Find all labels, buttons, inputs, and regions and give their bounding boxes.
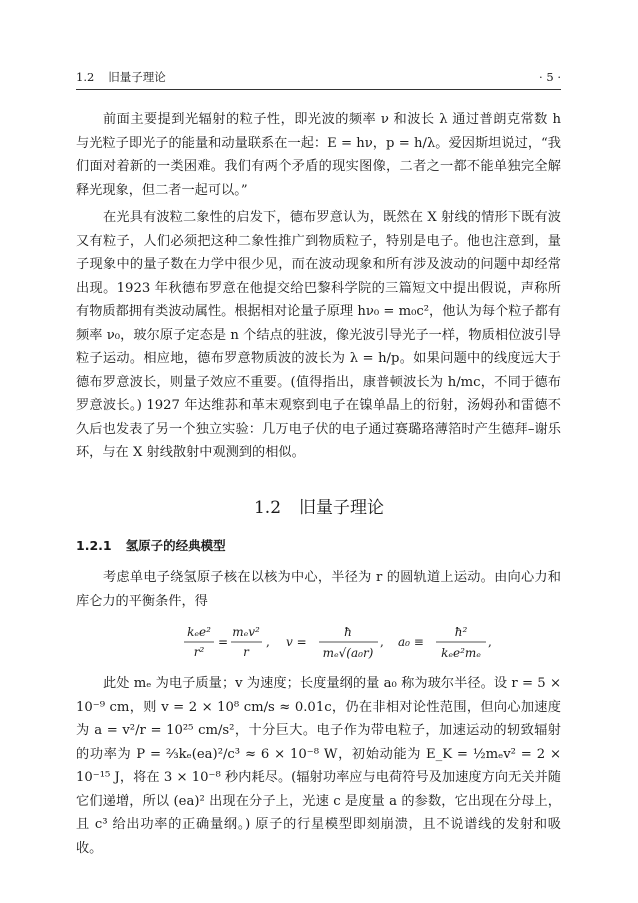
eq-a0-lhs: a₀ ≡ xyxy=(398,635,424,649)
header-section-title: 旧量子理论 xyxy=(108,70,166,84)
header-rule xyxy=(76,89,561,90)
subsection-heading xyxy=(76,536,226,556)
header-section-number: 1.2 xyxy=(76,70,95,84)
eq-equals: = xyxy=(217,635,229,649)
paragraph-4: 此处 mₑ 为电子质量；v 为速度；长度量纲的量 a₀ 称为玻尔半径。设 r = 5 × 10⁻⁹ cm，则 v = 2 × 10⁸ cm/s ≈ 0.01c，仍在非相对论性范围，但向心加速度为 a = v²/r = 10²⁵ cm/s²，十分巨大。电子作为带电粒子，加速运动的轫致辐射的功率为 P = ⅔kₑ(ea)²/c³ ≈ 6 × 10⁻⁸ W，初始动能为 E_K = ½mₑv² = 2 × 10⁻¹⁵ J，将在 3 × 10⁻⁸ 秒内耗尽。(辐射功率应与电荷符号及加速度方向无关并随它们递增，所以 (ea)² 出现在分子上，光速 c 是度量 a 的参数，它出现在分母上，且 c³ 给出功率的正确量纲。) 原子的行星模型即刻崩溃，且不说谱线的发射和吸收。 xyxy=(76,676,561,856)
eq-comma-3: , xyxy=(488,635,492,649)
eq-denominator-2: r xyxy=(243,645,249,659)
display-equation xyxy=(76,622,561,664)
eq-denominator-1: r² xyxy=(193,645,205,659)
header-section xyxy=(76,68,180,86)
paragraph-3: 考虑单电子绕氢原子核在以核为中心，半径为 r 的圆轨道上运动。由向心力和库仑力的平衡条件，得 xyxy=(76,570,561,609)
subsection-title: 氢原子的经典模型 xyxy=(125,538,226,553)
eq-numerator-3: ħ xyxy=(344,625,352,639)
paragraph-1: 前面主要提到光辐射的粒子性，即光波的频率 ν 和波长 λ 通过普朗克常数 h 与光粒子即光子的能量和动量联系在一起：E = hν，p = h/λ。爱因斯坦说过，“我们面对着新的一类困难。我们有两个矛盾的现实图像，二者之一都不能单独完全解释光现象，但二者一起可以。” xyxy=(76,112,561,198)
eq-numerator-1: kₑe² xyxy=(187,625,211,639)
eq-v-lhs: v = xyxy=(286,635,307,649)
subsection-number: 1.2.1 xyxy=(76,538,112,553)
page-number: · 5 · xyxy=(539,70,561,84)
eq-comma-1: , xyxy=(266,635,270,649)
section-title: 旧量子理论 xyxy=(299,498,385,518)
eq-comma-2: , xyxy=(380,635,384,649)
eq-denominator-4: kₑe²mₑ xyxy=(441,646,481,660)
section-number: 1.2 xyxy=(253,498,282,518)
paragraph-2: 在光具有波粒二象性的启发下，德布罗意认为，既然在 X 射线的情形下既有波又有粒子，人们必须把这种二象性推广到物质粒子，特别是电子。他也注意到，量子现象中的量子数在力学中很少见，而在波动现象和所有涉及波动的问题中却经常出现。1923 年秋德布罗意在他提交给巴黎科学院的三篇短文中提出假说，声称所有物质都拥有类波动属性。根据相对论量子原理 hν₀ = m₀c²，他认为每个粒子都有频率 ν₀，玻尔原子定态是 n 个结点的驻波，像光波引导光子一样，物质相位波引导粒子运动。相应地，德布罗意物质波的波长为 λ = h/p。如果问题中的线度远大于德布罗意波长，则量子效应不重要。(值得指出，康普顿波长为 h/mc，不同于德布罗意波长。) 1927 年达维荪和革末观察到电子在镍单晶上的衍射，汤姆孙和雷德不久后也发表了另一个独立实验：几万电子伏的电子通过赛璐珞薄箔时产生德拜–谢乐环，与在 X 射线散射中观测到的相似。 xyxy=(76,210,561,460)
section-heading xyxy=(0,496,638,520)
eq-denominator-3: mₑ√(a₀r) xyxy=(322,646,374,660)
eq-numerator-4: ħ² xyxy=(454,625,468,639)
running-header xyxy=(76,68,561,86)
eq-numerator-2: mₑv² xyxy=(232,625,260,639)
